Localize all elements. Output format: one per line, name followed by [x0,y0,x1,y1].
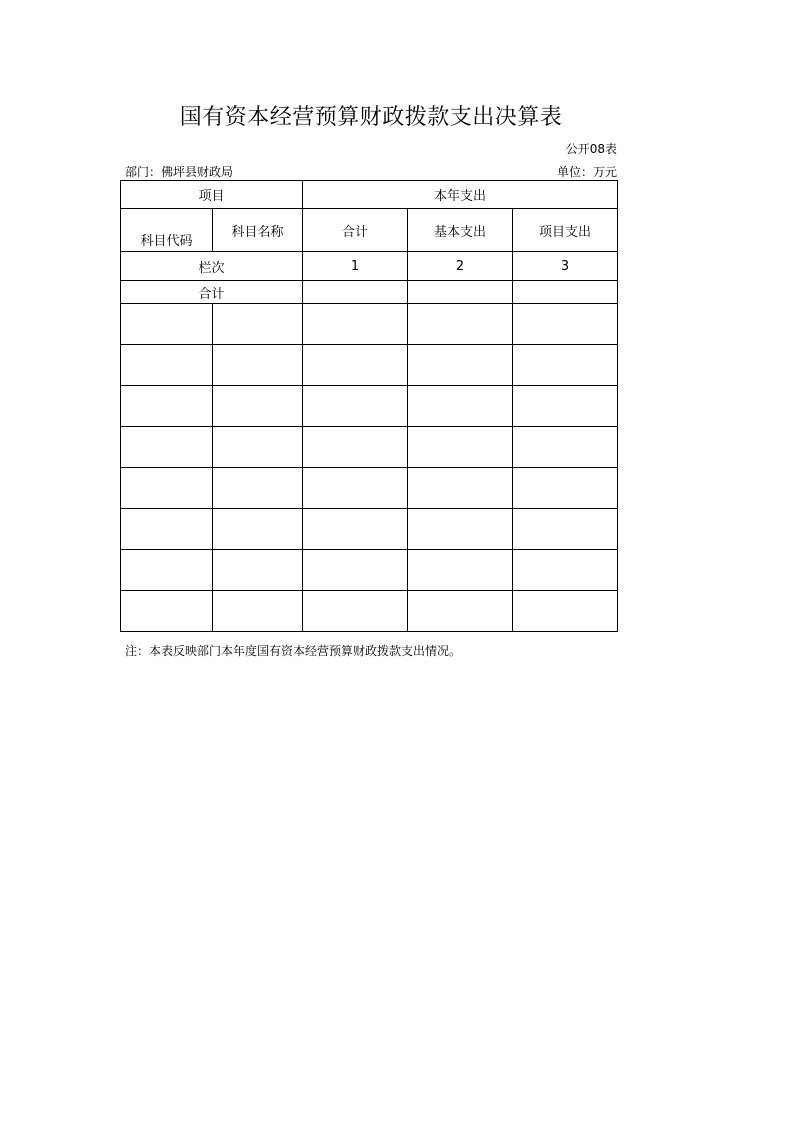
footnote: 注：本表反映部门本年度国有资本经营预算财政拨款支出情况。 [125,644,462,658]
total-row [121,281,618,304]
table-cell [121,591,213,632]
expense-table [120,180,618,632]
table-cell [408,427,513,468]
table-cell [513,509,618,550]
table-cell [303,427,408,468]
column-index-row [121,252,618,281]
table-row [121,304,618,345]
header-basic-expense: 基本支出 [408,209,513,252]
table-cell [408,591,513,632]
table-cell [121,304,213,345]
table-cell [513,304,618,345]
department-label: 部门：佛坪县财政局 [125,165,234,179]
page-title: 国有资本经营预算财政拨款支出决算表 [179,105,563,130]
header-subject-name: 科目名称 [213,209,303,252]
column-index-label: 栏次 [121,252,303,281]
table-cell [303,468,408,509]
table-cell [513,591,618,632]
table-cell [408,304,513,345]
table-cell [213,468,303,509]
table-cell [213,427,303,468]
total-row-total [303,281,408,304]
table-cell [303,304,408,345]
table-cell [408,550,513,591]
table-cell [303,509,408,550]
total-row-project [513,281,618,304]
header-row-1 [121,181,618,209]
table-cell [303,345,408,386]
table-cell [121,427,213,468]
header-current-year-expense: 本年支出 [303,181,618,209]
table-row [121,468,618,509]
header-project-expense: 项目支出 [513,209,618,252]
column-index-2: 2 [408,252,513,281]
column-index-3: 3 [513,252,618,281]
total-row-label: 合计 [121,281,303,304]
table-cell [213,345,303,386]
table-row [121,345,618,386]
table-row [121,386,618,427]
table-cell [513,345,618,386]
form-code: 公开08表 [565,142,617,156]
header-item: 项目 [121,181,303,209]
table-cell [408,509,513,550]
table-cell [408,345,513,386]
column-index-1: 1 [303,252,408,281]
header-total: 合计 [303,209,408,252]
header-subject-code: 科目代码 [121,209,213,252]
table-cell [513,386,618,427]
table-cell [121,345,213,386]
table-row [121,591,618,632]
table-cell [121,386,213,427]
table-cell [513,468,618,509]
header-row-2 [121,209,618,252]
table-cell [213,591,303,632]
table-row [121,550,618,591]
table-cell [408,386,513,427]
table-cell [303,386,408,427]
table-cell [121,509,213,550]
table-cell [121,550,213,591]
unit-label: 单位：万元 [556,165,617,179]
table-row [121,509,618,550]
table-row [121,427,618,468]
table-cell [213,386,303,427]
table-cell [408,468,513,509]
table-cell [121,468,213,509]
table-cell [213,550,303,591]
total-row-basic [408,281,513,304]
table-cell [213,509,303,550]
table-cell [513,550,618,591]
table-cell [213,304,303,345]
table-cell [303,550,408,591]
table-cell [303,591,408,632]
table-cell [513,427,618,468]
